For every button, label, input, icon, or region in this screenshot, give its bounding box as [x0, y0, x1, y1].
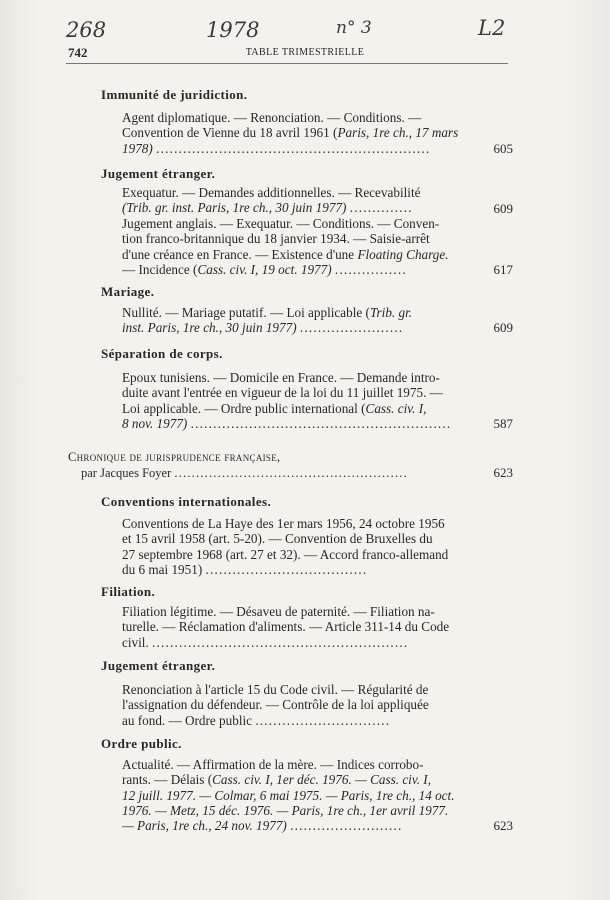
- handwritten-year: 1978: [206, 18, 260, 42]
- handwritten-volume: 268: [66, 18, 107, 42]
- chronicle-title: Chronique de jurisprudence française,: [68, 450, 281, 464]
- index-entry: Actualité. — Affirmation de la mère. — Indices corrobo- rants. — Délais (Cass. civ. I, 1er déc. 1976. — Cass. civ. I, 12 juill. 1977. — Colmar, 6 mai 1975. — Paris, 1re ch., 14 oct. 1976. — Metz, 15 déc. 1976. — Paris, 1re ch., 1er avril 1977. — Paris, 1re ch., 24 nov. 1977) .........................: [122, 757, 455, 834]
- page-reference: 623: [493, 465, 513, 480]
- index-entry: Jugement anglais. — Exequatur. — Conditions. — Conven- tion franco-britannique du 18 janvier 1934. — Saisie-arrêt d'une créance en France. — Existence d'une Floating Charge. — Incidence (Cass. civ. I, 19 oct. 1977) ................: [122, 216, 449, 277]
- header-rule: [66, 63, 508, 64]
- handwritten-code: L2: [478, 16, 506, 40]
- page-reference: 609: [493, 201, 513, 216]
- index-entry: Nullité. — Mariage putatif. — Loi applicable (Trib. gr. inst. Paris, 1re ch., 30 juin 1977) .......................: [122, 305, 413, 336]
- handwritten-issue: n° 3: [336, 18, 372, 38]
- chronicle-author: par Jacques Foyer: [81, 466, 172, 480]
- index-entry: Conventions de La Haye des 1er mars 1956, 24 octobre 1956 et 15 avril 1958 (art. 5-20). — Convention de Bruxelles du 27 septembre 1968 (art. 27 et 32). — Accord franco-allemand du 6 mai 1951) ....................................: [122, 516, 449, 577]
- page-reference: 587: [493, 416, 513, 431]
- index-entry: Filiation légitime. — Désaveu de paternité. — Filiation na- turelle. — Réclamation d'aliments. — Article 311-14 du Code civil. .........................................................: [122, 604, 450, 650]
- section-heading: Mariage.: [101, 284, 155, 299]
- index-entry: Renonciation à l'article 15 du Code civil. — Régularité de l'assignation du défendeur. — Contrôle de la loi appliquée au fond. — Ordre public ..............................: [122, 682, 429, 728]
- running-title: TABLE TRIMESTRIELLE: [245, 47, 365, 58]
- page-number: 742: [68, 45, 88, 60]
- section-heading: Ordre public.: [101, 736, 182, 751]
- section-heading: Immunité de juridiction.: [101, 87, 248, 102]
- index-entry: Exequatur. — Demandes additionnelles. — Recevabilité (Trib. gr. inst. Paris, 1re ch., 30 juin 1977) ..............: [122, 185, 421, 216]
- section-heading: Jugement étranger.: [101, 658, 216, 673]
- page-reference: 623: [493, 818, 513, 833]
- chronicle-entry: Chronique de jurisprudence française, par Jacques Foyer ......................................................: [68, 450, 408, 480]
- page-reference: 605: [493, 141, 513, 156]
- section-heading: Séparation de corps.: [101, 346, 223, 361]
- section-heading: Jugement étranger.: [101, 166, 216, 181]
- page-reference: 617: [493, 262, 513, 277]
- page-reference: 609: [493, 320, 513, 335]
- section-heading: Filiation.: [101, 584, 156, 599]
- index-entry: Agent diplomatique. — Renonciation. — Conditions. — Convention de Vienne du 18 avril 1961 (Paris, 1re ch., 17 mars 1978) .............................................................: [122, 110, 459, 156]
- section-heading: Conventions internationales.: [101, 494, 272, 509]
- index-entry: Epoux tunisiens. — Domicile en France. — Demande intro- duite avant l'entrée en vigueur de la loi du 11 juillet 1975. — Loi applicable. — Ordre public international (Cass. civ. I, 8 nov. 1977) ..........................................................: [122, 370, 452, 431]
